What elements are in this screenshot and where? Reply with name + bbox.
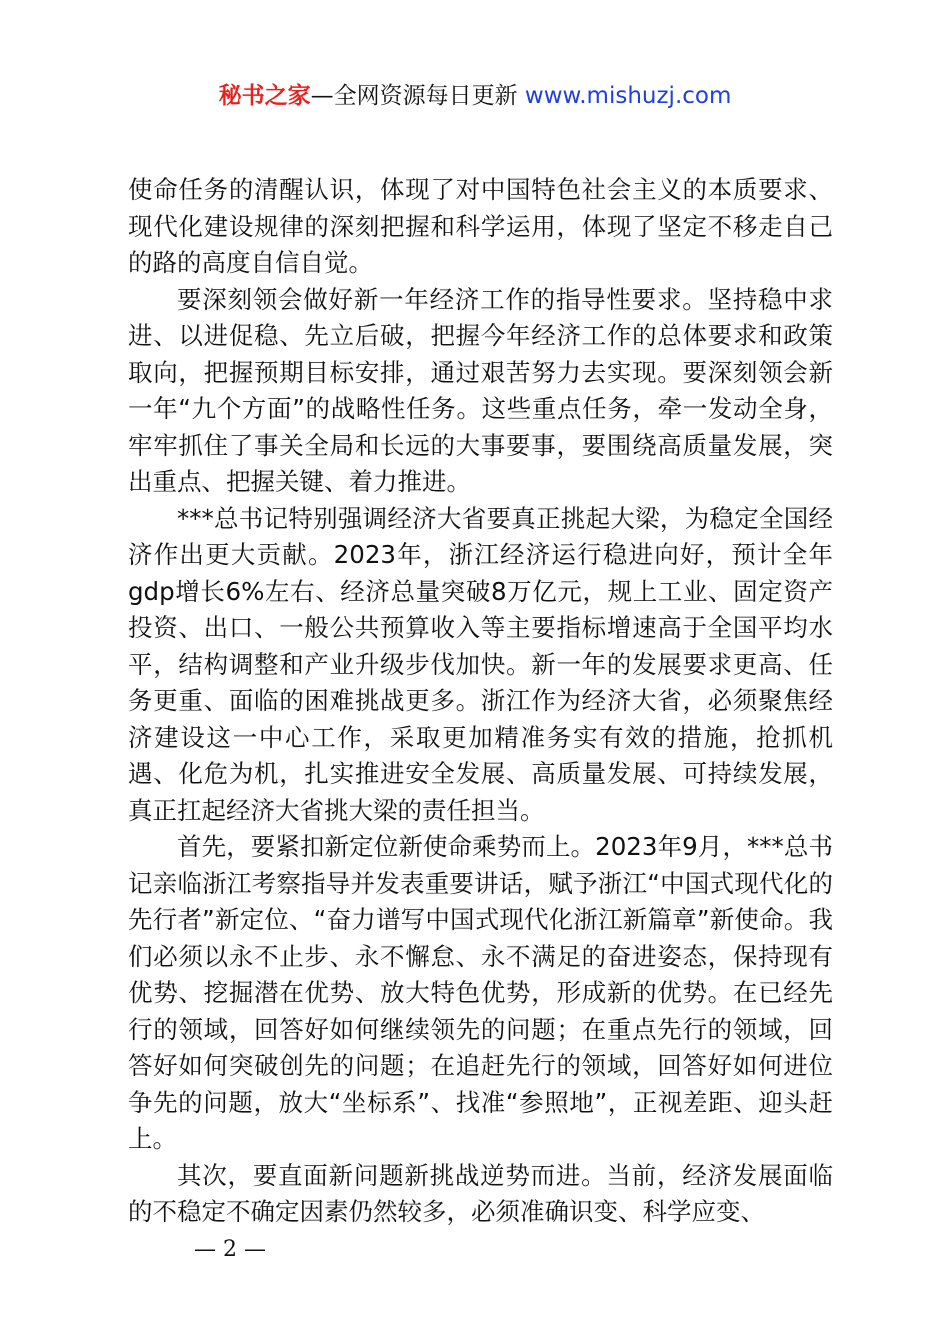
document-body [128, 172, 833, 1231]
site-tagline: 全网资源每日更新 [333, 83, 525, 109]
header-dash: — [310, 83, 334, 109]
page-number: — 2 — [194, 1237, 266, 1262]
paragraph: 首先，要紧扣新定位新使命乘势而上。2023年9月，***总书记亲临浙江考察指导并发表重要讲话，赋予浙江“中国式现代化的先行者”新定位、“奋力谱写中国式现代化浙江新篇章”新使命。我们必须以永不止步、永不懈怠、永不满足的奋进姿态，保持现有优势、挖掘潜在优势、放大特色优势，形成新的优势。在已经先行的领域，回答好如何继续领先的问题；在重点先行的领域，回答好如何突破创先的问题；在追赶先行的领域，回答好如何进位争先的问题，放大“坐标系”、找准“参照地”，正视差距、迎头赶上。 [128, 832, 833, 1153]
site-header [0, 80, 950, 112]
paragraph: 其次，要直面新问题新挑战逆势而进。当前，经济发展面临的不稳定不确定因素仍然较多，必须准确识变、科学应变、 [128, 1160, 833, 1226]
paragraph: ***总书记特别强调经济大省要真正挑起大梁，为稳定全国经济作出更大贡献。2023年，浙江经济运行稳进向好，预计全年gdp增长6%左右、经济总量突破8万亿元，规上工业、固定资产投资、出口、一般公共预算收入等主要指标增速高于全国平均水平，结构调整和产业升级步伐加快。新一年的发展要求更高、任务更重、面临的困难挑战更多。浙江作为经济大省，必须聚焦经济建设这一中心工作，采取更加精准务实有效的措施，抢抓机遇、化危为机，扎实推进安全发展、高质量发展、可持续发展，真正扛起经济大省挑大梁的责任担当。 [128, 503, 833, 825]
paragraph-continued: 使命任务的清醒认识，体现了对中国特色社会主义的本质要求、现代化建设规律的深刻把握和科学运用，体现了坚定不移走自己的路的高度自信自觉。 [128, 175, 833, 277]
site-brand: 秘书之家 [218, 83, 311, 109]
site-url-link[interactable]: www.mishuzj.com [524, 83, 732, 109]
paragraph: 要深刻领会做好新一年经济工作的指导性要求。坚持稳中求进、以进促稳、先立后破，把握今年经济工作的总体要求和政策取向，把握预期目标安排，通过艰苦努力去实现。要深刻领会新一年“九个方面”的战略性任务。这些重点任务，牵一发动全身，牢牢抓住了事关全局和长远的大事要事，要围绕高质量发展，突出重点、把握关键、着力推进。 [128, 284, 833, 496]
